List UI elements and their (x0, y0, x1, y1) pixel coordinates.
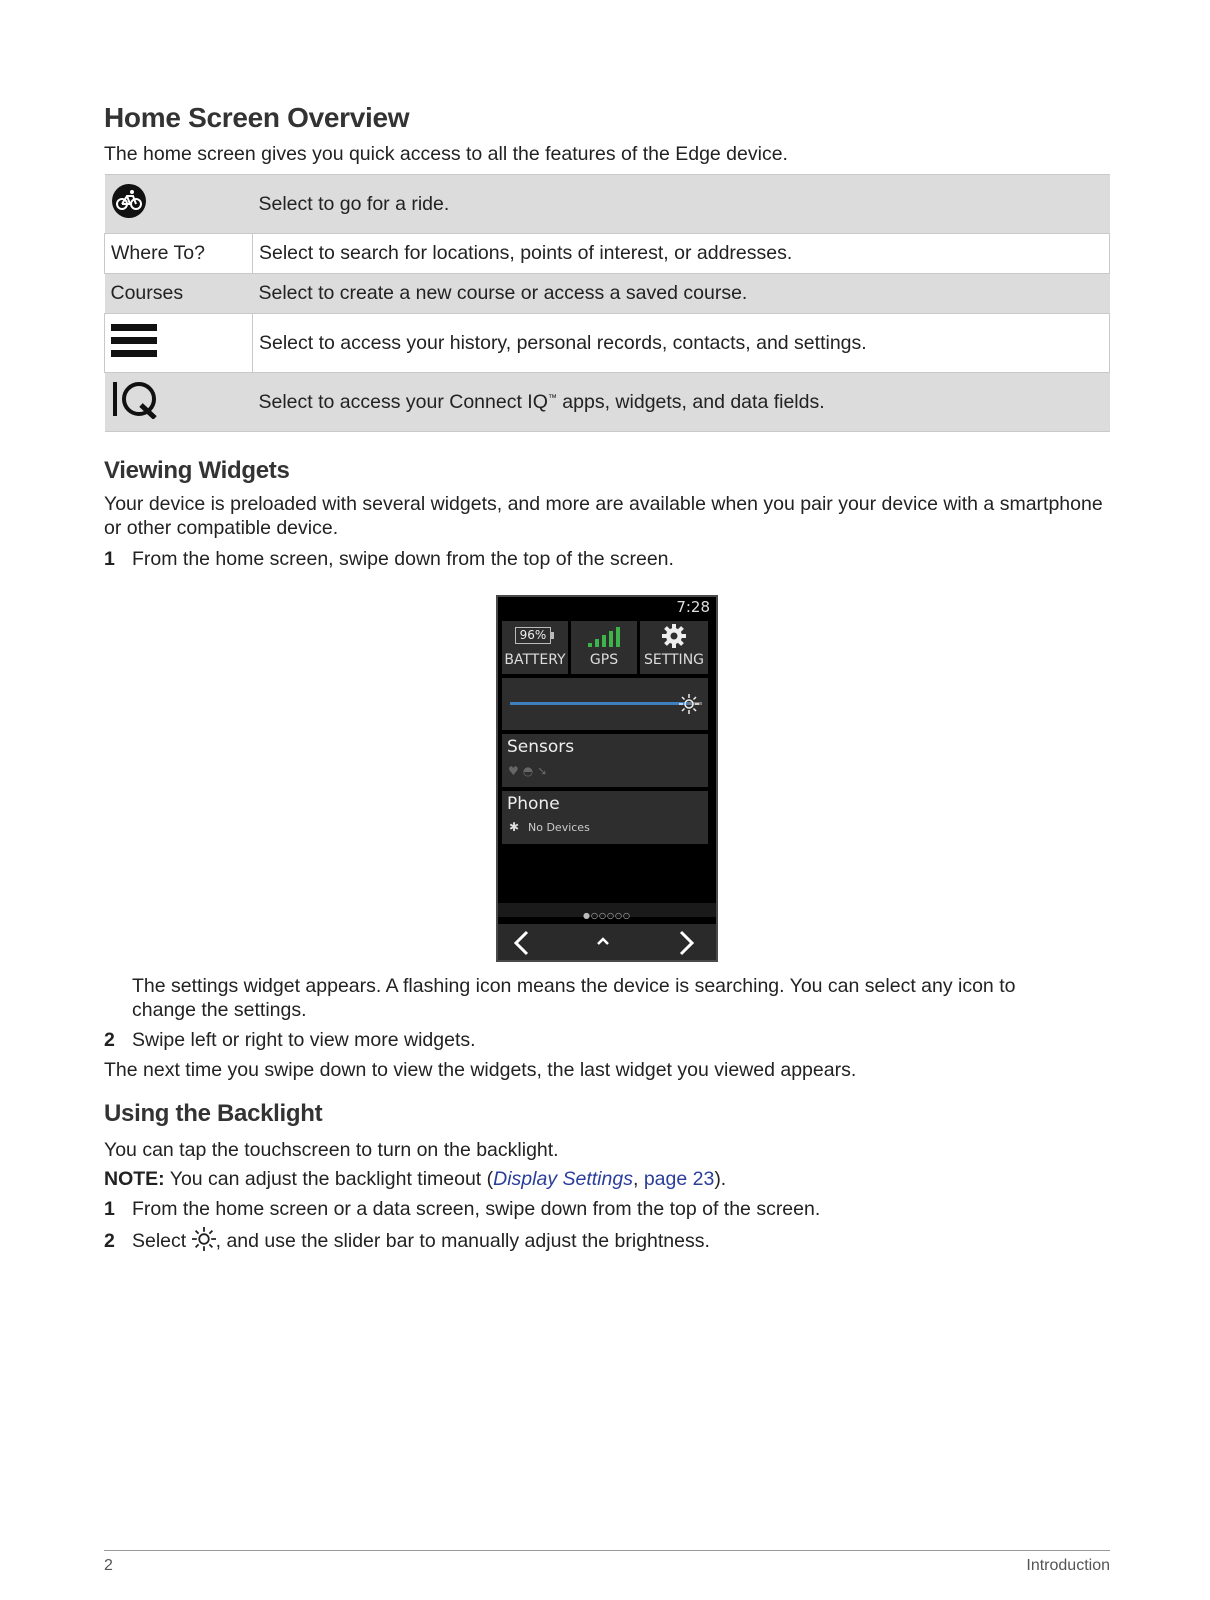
brightness-slider-track[interactable] (510, 702, 702, 705)
after-image-text: The settings widget appears. A flashing icon means the device is searching. You can select any icon to change the settings. (132, 975, 1016, 1021)
table-desc: Select to create a new course or access a saved course. (253, 274, 1110, 314)
battery-level: 96% (519, 628, 547, 642)
table-desc: Select to access your history, personal records, contacts, and settings. (253, 314, 1110, 373)
step-number: 2 (104, 1029, 115, 1051)
table-row (105, 314, 1110, 373)
brightness-slider-fill (510, 702, 689, 705)
viewing-widgets-closing: The next time you swipe down to view the widgets, the last widget you viewed appears. (104, 1059, 857, 1081)
device-nav-bar (498, 924, 716, 960)
section-title-backlight: Using the Backlight (104, 1100, 323, 1127)
sun-icon[interactable] (679, 694, 699, 714)
phone-widget[interactable] (502, 791, 708, 844)
page-number: 2 (104, 1557, 113, 1574)
step-2 (104, 1028, 476, 1052)
table-desc: Select to search for locations, points of interest, or addresses. (253, 234, 1110, 274)
step-number: 1 (104, 548, 115, 570)
bike-icon (111, 183, 147, 225)
backlight-note (104, 1167, 726, 1191)
footer-section: Introduction (1026, 1557, 1110, 1574)
table-row (105, 234, 1110, 274)
step-text: Swipe left or right to view more widgets. (132, 1029, 476, 1051)
backlight-step-2 (104, 1227, 710, 1257)
step-text: From the home screen, swipe down from the top of the screen. (132, 548, 674, 570)
home-screen-intro: The home screen gives you quick access to all the features of the Edge device. (104, 143, 788, 165)
setting-label: SETTING (643, 652, 705, 668)
sensor-icons (508, 764, 551, 778)
sensors-title: Sensors (507, 737, 575, 757)
speed-icon: ◓ (522, 764, 538, 778)
chevron-left-icon[interactable] (512, 930, 530, 956)
chevron-up-icon[interactable] (596, 936, 610, 946)
phone-title: Phone (507, 794, 560, 814)
page-link[interactable]: page 23 (643, 1168, 715, 1190)
note-text: ). (714, 1168, 727, 1190)
step-text: From the home screen or a data screen, swipe down from the top of the screen. (132, 1198, 821, 1220)
table-row (105, 274, 1110, 314)
table-icon-cell (105, 373, 253, 432)
note-label: NOTE: (104, 1168, 165, 1190)
sun-icon (192, 1227, 216, 1257)
gps-label: GPS (589, 652, 619, 668)
gps-tile[interactable] (571, 621, 637, 674)
table-row (105, 373, 1110, 432)
setting-tile[interactable] (640, 621, 708, 674)
note-text: You can adjust the backlight timeout ( (164, 1168, 494, 1190)
footer-rule (104, 1550, 1110, 1551)
page-indicator: ●○○○○○ (583, 911, 631, 920)
table-desc-text: Select to access your Connect IQ (258, 390, 548, 413)
heart-icon: ♥ (508, 764, 523, 778)
backlight-intro: You can tap the touchscreen to turn on the backlight. (104, 1139, 559, 1161)
table-icon-cell (105, 314, 253, 373)
section-title-home-screen: Home Screen Overview (104, 102, 410, 133)
table-label: Courses (105, 274, 253, 314)
viewing-widgets-intro: Your device is preloaded with several widgets, and more are available when you pair your device with a smartphone or other compatible device. (104, 493, 1103, 539)
battery-label: BATTERY (504, 652, 566, 668)
chevron-right-icon[interactable] (678, 930, 696, 956)
battery-tile[interactable] (502, 621, 568, 674)
step-number: 1 (104, 1198, 115, 1220)
bluetooth-icon: ✱ (509, 820, 520, 834)
brightness-panel (502, 678, 708, 730)
gps-signal-icon (588, 626, 620, 648)
battery-tip (551, 632, 554, 639)
home-screen-table (104, 174, 1110, 432)
device-screenshot (496, 595, 718, 962)
gear-icon (662, 624, 686, 648)
page-dots (498, 903, 716, 920)
display-settings-link[interactable]: Display Settings (493, 1168, 633, 1190)
table-icon-cell (105, 175, 253, 234)
step-1 (104, 547, 674, 571)
battery-icon (515, 627, 551, 644)
table-desc-text: apps, widgets, and data fields. (556, 390, 825, 413)
table-row (105, 175, 1110, 234)
connect-iq-icon (111, 379, 159, 425)
note-sep: , (632, 1168, 644, 1190)
cadence-icon: ➘ (537, 764, 552, 778)
step-text: Select (132, 1230, 187, 1252)
backlight-step-1 (104, 1197, 820, 1221)
phone-status: No Devices (528, 821, 590, 834)
device-time: 7:28 (676, 598, 710, 616)
section-title-viewing-widgets: Viewing Widgets (104, 457, 290, 484)
table-desc (253, 373, 1110, 432)
sensors-widget[interactable] (502, 734, 708, 787)
step-number: 2 (104, 1230, 115, 1252)
table-label: Where To? (105, 234, 253, 274)
trademark-mark: ™ (547, 392, 557, 402)
table-desc: Select to go for a ride. (253, 175, 1110, 234)
step-text: , and use the slider bar to manually adjust the brightness. (215, 1230, 710, 1252)
menu-icon (111, 322, 157, 364)
